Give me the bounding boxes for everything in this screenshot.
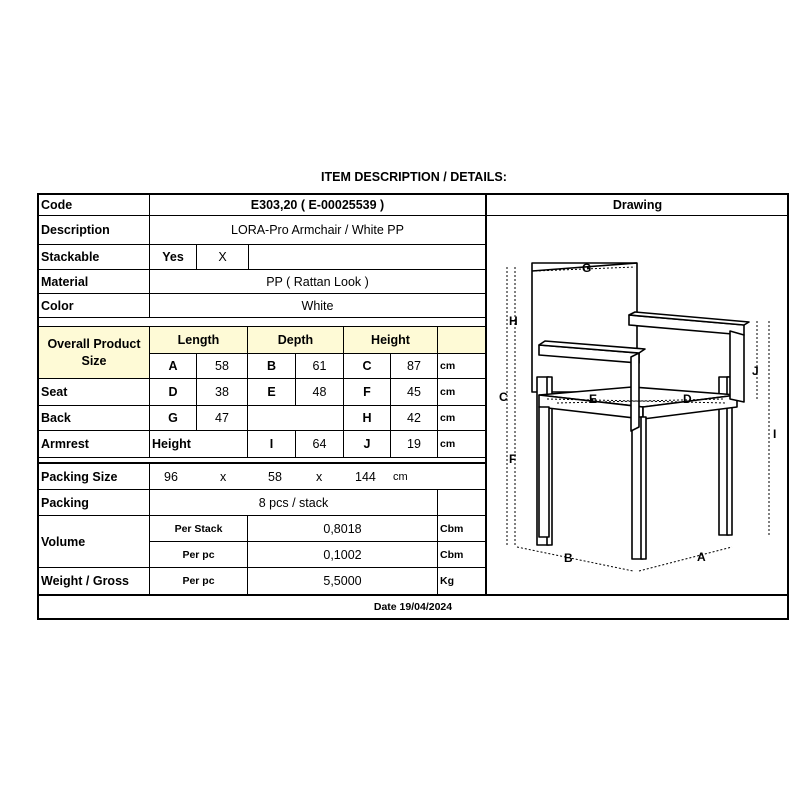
volume-per-pc-label: Per pc bbox=[150, 542, 248, 568]
volume-label: Volume bbox=[39, 516, 150, 568]
stackable-mark: X bbox=[197, 245, 249, 270]
dim-label-b: B bbox=[564, 551, 573, 565]
dim-label-d: D bbox=[683, 392, 692, 406]
armrest-height-label: Height bbox=[150, 431, 248, 458]
dim-i-letter: I bbox=[248, 431, 296, 458]
date-footer: Date 19/04/2024 bbox=[373, 601, 453, 613]
dim-label-e: E bbox=[589, 392, 598, 406]
dim-label-g: G bbox=[582, 261, 592, 275]
seat-label: Seat bbox=[39, 379, 150, 406]
overall-size-label: Overall Product Size bbox=[39, 327, 150, 379]
unit-header bbox=[438, 327, 486, 354]
packing-height: 144 bbox=[355, 469, 376, 484]
dim-g-letter: G bbox=[150, 406, 197, 431]
dim-e-value: 48 bbox=[296, 379, 344, 406]
dim-label-a: A bbox=[697, 550, 706, 564]
description-label: Description bbox=[39, 216, 150, 245]
dim-a-value: 58 bbox=[197, 354, 248, 379]
height-header: Height bbox=[344, 327, 438, 354]
packing-length: 96 bbox=[164, 469, 178, 484]
dim-c-letter: C bbox=[344, 354, 391, 379]
volume-per-pc-value: 0,1002 bbox=[248, 542, 438, 568]
overall-unit: cm bbox=[438, 354, 486, 379]
dim-h-value: 42 bbox=[391, 406, 438, 431]
color-value: White bbox=[150, 294, 486, 318]
packing-x2: x bbox=[316, 469, 323, 484]
dim-c-value: 87 bbox=[391, 354, 438, 379]
armrest-label: Armrest bbox=[39, 431, 150, 458]
dim-b-value: 61 bbox=[296, 354, 344, 379]
seat-unit: cm bbox=[438, 379, 486, 406]
dim-label-f: F bbox=[509, 452, 517, 466]
dim-label-c: C bbox=[499, 390, 508, 404]
dim-h-letter: H bbox=[344, 406, 391, 431]
drawing-label: Drawing bbox=[486, 195, 789, 216]
dim-b-letter: B bbox=[248, 354, 296, 379]
dim-d-value: 38 bbox=[197, 379, 248, 406]
dim-j-value: 19 bbox=[391, 431, 438, 458]
dim-d-letter: D bbox=[150, 379, 197, 406]
stackable-label: Stackable bbox=[39, 245, 150, 270]
dim-e-letter: E bbox=[248, 379, 296, 406]
packing-x1: x bbox=[220, 469, 227, 484]
packing-width: 58 bbox=[268, 469, 282, 484]
dim-f-letter: F bbox=[344, 379, 391, 406]
length-header: Length bbox=[150, 327, 248, 354]
stackable-empty bbox=[249, 245, 486, 270]
dim-a-letter: A bbox=[150, 354, 197, 379]
volume-per-pc-unit: Cbm bbox=[438, 542, 486, 568]
dim-i-value: 64 bbox=[296, 431, 344, 458]
packing-size-unit: cm bbox=[393, 470, 408, 483]
chair-outline bbox=[532, 263, 749, 559]
code-value: E303,20 ( E-00025539 ) bbox=[150, 195, 486, 216]
dim-g-value: 47 bbox=[197, 406, 248, 431]
packing-size-label: Packing Size bbox=[39, 464, 150, 490]
description-value: LORA-Pro Armchair / White PP bbox=[150, 216, 486, 245]
packing-empty bbox=[438, 490, 486, 516]
packing-value: 8 pcs / stack bbox=[150, 490, 438, 516]
weight-unit: Kg bbox=[438, 568, 486, 595]
weight-value: 5,5000 bbox=[248, 568, 438, 595]
color-label: Color bbox=[39, 294, 150, 318]
dim-label-i: I bbox=[773, 427, 777, 441]
stackable-yes: Yes bbox=[150, 245, 197, 270]
back-label: Back bbox=[39, 406, 150, 431]
packing-label: Packing bbox=[39, 490, 150, 516]
dim-label-j: J bbox=[752, 364, 759, 378]
volume-per-stack-unit: Cbm bbox=[438, 516, 486, 542]
depth-header: Depth bbox=[248, 327, 344, 354]
material-label: Material bbox=[39, 270, 150, 294]
code-label: Code bbox=[39, 195, 150, 216]
chair-drawing bbox=[487, 217, 787, 593]
dim-j-letter: J bbox=[344, 431, 391, 458]
armrest-unit: cm bbox=[438, 431, 486, 458]
back-unit: cm bbox=[438, 406, 486, 431]
volume-per-stack-value: 0,8018 bbox=[248, 516, 438, 542]
packing-size-value bbox=[150, 464, 486, 490]
material-value: PP ( Rattan Look ) bbox=[150, 270, 486, 294]
dim-label-h: H bbox=[509, 314, 518, 328]
dim-f-value: 45 bbox=[391, 379, 438, 406]
back-empty bbox=[248, 406, 344, 431]
weight-per-pc-label: Per pc bbox=[150, 568, 248, 595]
volume-per-stack-label: Per Stack bbox=[150, 516, 248, 542]
page-title: ITEM DESCRIPTION / DETAILS: bbox=[321, 170, 507, 184]
weight-label: Weight / Gross bbox=[39, 568, 150, 595]
item-details-sheet bbox=[37, 193, 789, 620]
